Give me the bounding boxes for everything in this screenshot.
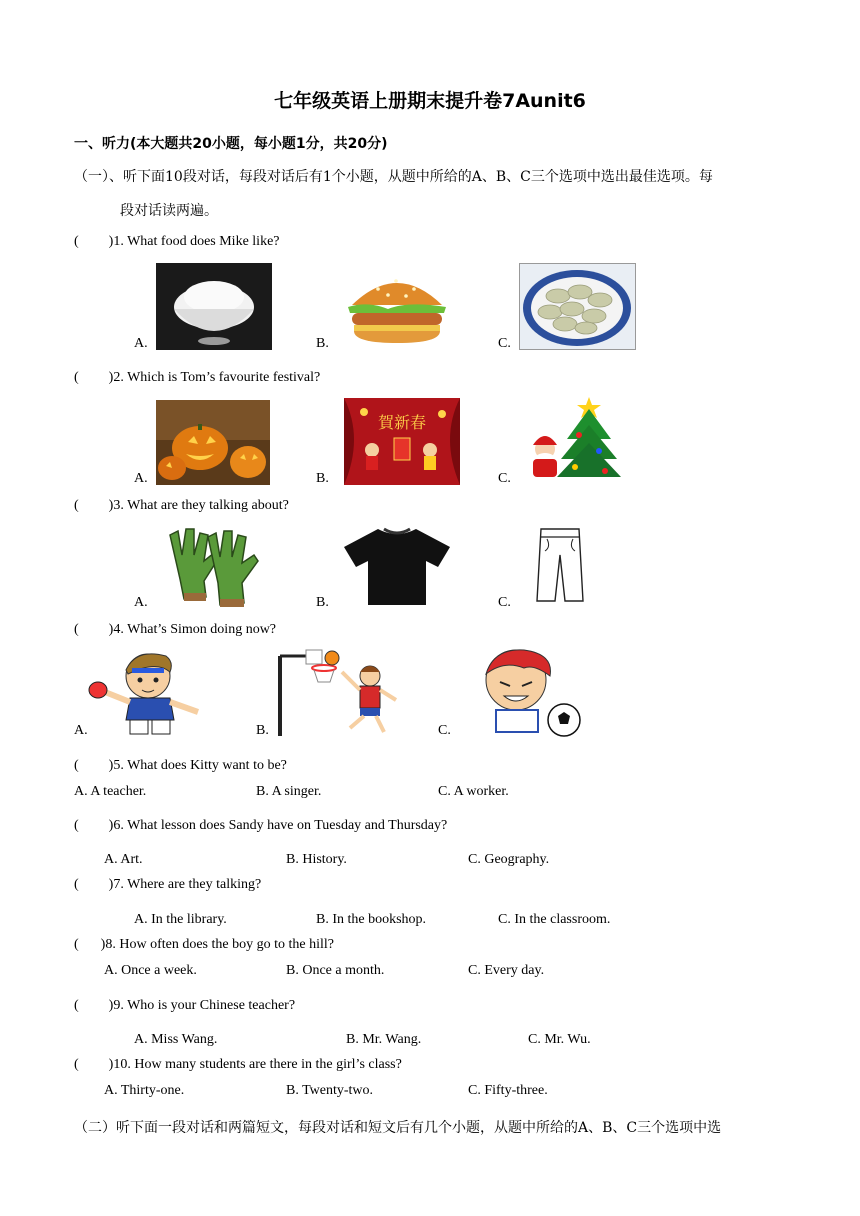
question-text: 8. How often does the boy go to the hill?: [105, 937, 334, 952]
answer-blank-open[interactable]: (: [74, 370, 79, 385]
question-text: 6. What lesson does Sandy have on Tuesday and Thursday?: [113, 818, 448, 833]
q8-option-c[interactable]: C. Every day.: [468, 963, 545, 978]
q8-option-b[interactable]: B. Once a month.: [286, 963, 385, 978]
answer-blank-open[interactable]: (: [74, 498, 79, 513]
q6-option-b[interactable]: B. History.: [286, 852, 347, 867]
hamburger-image[interactable]: [338, 263, 456, 350]
part1-instruction-line1: （一）、听下面10段对话，每段对话后有1个小题，从题中所给的A、B、C三个选项中选出最佳选项。每: [74, 169, 713, 185]
answer-blank-close: ): [108, 370, 114, 385]
answer-blank-open[interactable]: (: [74, 818, 79, 833]
question-9: [74, 998, 295, 1014]
answer-blank-open[interactable]: (: [74, 622, 79, 637]
christmas-tree-santa-image[interactable]: [517, 393, 637, 485]
dumplings-image[interactable]: [519, 263, 636, 350]
answer-blank-close: ): [100, 937, 106, 952]
q5-option-c[interactable]: C. A worker.: [438, 784, 509, 799]
q6-option-a[interactable]: A. Art.: [104, 852, 143, 867]
svg-text:賀新春: 賀新春: [377, 413, 427, 432]
question-text: 9. Who is your Chinese teacher?: [113, 998, 296, 1013]
answer-blank-close: ): [108, 498, 114, 513]
q1-option-b-label: B.: [316, 336, 329, 351]
football-boy-image[interactable]: [464, 646, 588, 738]
answer-blank-close: ): [108, 234, 114, 249]
q7-option-b[interactable]: B. In the bookshop.: [316, 912, 427, 927]
q6-option-c[interactable]: C. Geography.: [468, 852, 550, 867]
page-title: 七年级英语上册期末提升卷7Aunit6: [274, 90, 586, 112]
q3-option-a-label: A.: [134, 595, 148, 610]
q5-option-a[interactable]: A. A teacher.: [74, 784, 147, 799]
q1-option-c-label: C.: [498, 336, 511, 351]
question-8: [74, 937, 334, 953]
answer-blank-open[interactable]: (: [74, 877, 79, 892]
answer-blank-open[interactable]: (: [74, 937, 79, 952]
spring-festival-image[interactable]: [344, 398, 460, 485]
answer-blank-close: ): [108, 818, 114, 833]
ping-pong-boy-image[interactable]: [86, 646, 210, 738]
q10-option-b[interactable]: B. Twenty-two.: [286, 1083, 374, 1098]
halloween-pumpkins-image[interactable]: [156, 400, 270, 485]
answer-blank-close: ): [108, 758, 114, 773]
q10-option-c[interactable]: C. Fifty-three.: [468, 1083, 548, 1098]
question-text: 7. Where are they talking?: [113, 877, 262, 892]
question-text: 5. What does Kitty want to be?: [113, 758, 287, 773]
q2-option-a-label: A.: [134, 471, 148, 486]
q3-option-c-label: C.: [498, 595, 511, 610]
q8-option-a[interactable]: A. Once a week.: [104, 963, 197, 978]
q9-option-b[interactable]: B. Mr. Wang.: [346, 1032, 422, 1047]
answer-blank-close: ): [108, 998, 114, 1013]
q3-option-b-label: B.: [316, 595, 329, 610]
q7-option-c[interactable]: C. In the classroom.: [498, 912, 611, 927]
question-1: [74, 234, 280, 250]
q9-option-a[interactable]: A. Miss Wang.: [134, 1032, 218, 1047]
question-5: [74, 758, 287, 774]
question-2: [74, 370, 320, 386]
question-10: [74, 1057, 402, 1073]
answer-blank-open[interactable]: (: [74, 758, 79, 773]
question-text: 3. What are they talking about?: [113, 498, 289, 513]
question-text: 2. Which is Tom’s favourite festival?: [113, 370, 321, 385]
trousers-image[interactable]: [525, 525, 595, 605]
question-7: [74, 877, 261, 893]
q4-option-a-label: A.: [74, 723, 88, 738]
q4-option-c-label: C.: [438, 723, 451, 738]
q1-option-a-label: A.: [134, 336, 148, 351]
q10-option-a[interactable]: A. Thirty-one.: [104, 1083, 185, 1098]
question-3: [74, 498, 289, 514]
answer-blank-open[interactable]: (: [74, 998, 79, 1013]
q4-option-b-label: B.: [256, 723, 269, 738]
bowl-of-rice-image[interactable]: [156, 263, 272, 350]
q5-option-b[interactable]: B. A singer.: [256, 784, 322, 799]
answer-blank-close: ): [108, 877, 114, 892]
answer-blank-close: ): [108, 622, 114, 637]
q2-option-b-label: B.: [316, 471, 329, 486]
question-text: 10. How many students are there in the girl’s class?: [113, 1057, 402, 1072]
t-shirt-image[interactable]: [338, 523, 456, 610]
question-text: 1. What food does Mike like?: [113, 234, 280, 249]
q2-option-c-label: C.: [498, 471, 511, 486]
question-6: [74, 818, 447, 834]
answer-blank-open[interactable]: (: [74, 1057, 79, 1072]
q7-option-a[interactable]: A. In the library.: [134, 912, 227, 927]
section-heading: 一、听力(本大题共20小题，每小题1分，共20分): [74, 136, 388, 152]
answer-blank-close: ): [108, 1057, 114, 1072]
answer-blank-open[interactable]: (: [74, 234, 79, 249]
question-text: 4. What’s Simon doing now?: [113, 622, 277, 637]
q9-option-c[interactable]: C. Mr. Wu.: [528, 1032, 591, 1047]
question-4: [74, 622, 276, 638]
gloves-image[interactable]: [156, 525, 270, 610]
basketball-boy-image[interactable]: [274, 648, 404, 738]
part1-instruction-line2: 段对话读两遍。: [120, 203, 218, 219]
part2-instruction-line1: （二）听下面一段对话和两篇短文，每段对话和短文后有几个小题，从题中所给的A、B、C三个选项中选: [74, 1120, 722, 1136]
